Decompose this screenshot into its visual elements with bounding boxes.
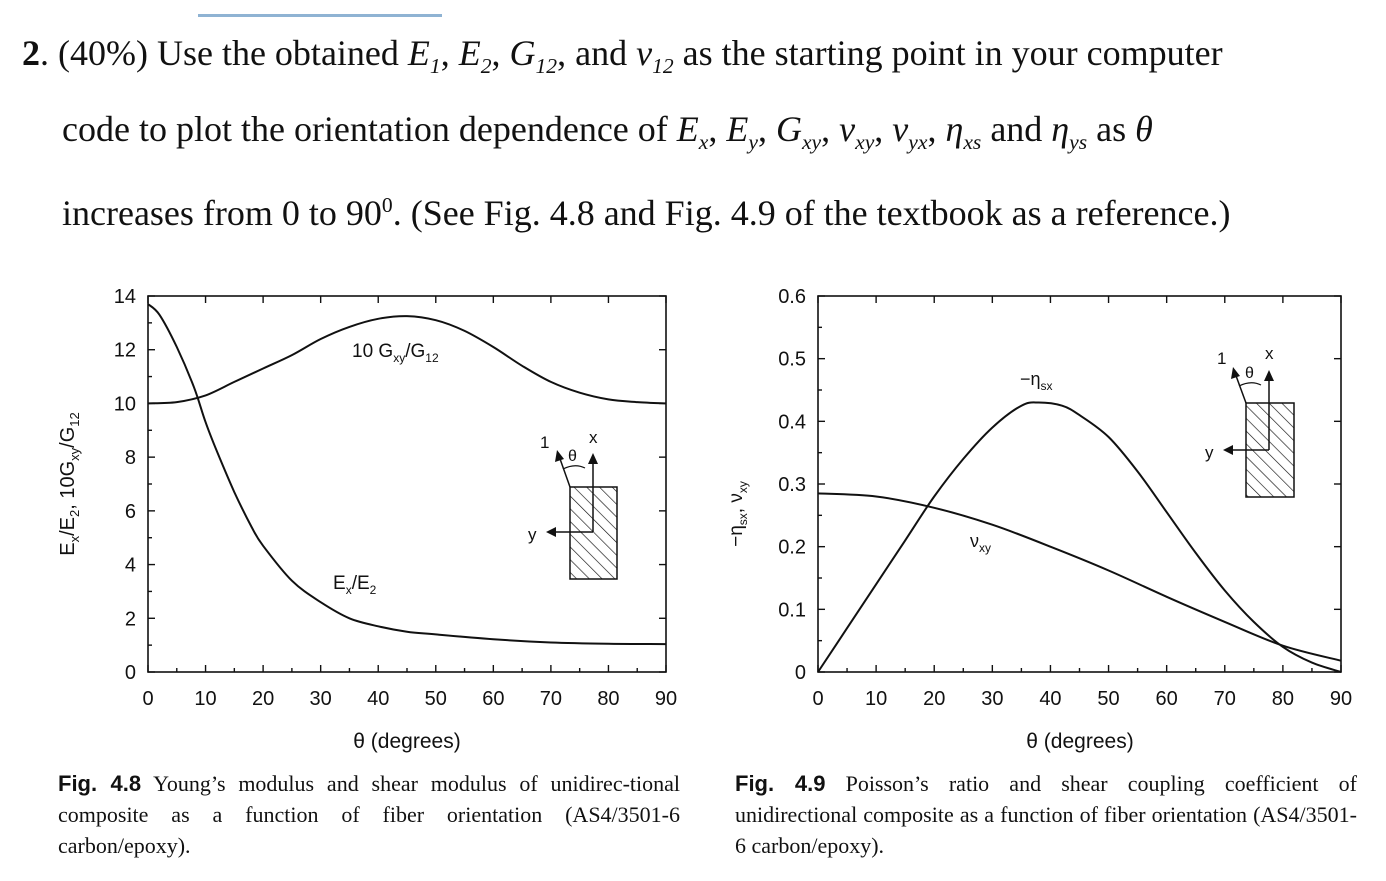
problem-line-3 bbox=[22, 174, 1372, 245]
x-tick-label: 70 bbox=[539, 688, 563, 710]
inset-x-label: x bbox=[1265, 344, 1274, 363]
caption-text: Poisson’s ratio and shear coupling coefficient of unidirectional composite as a function of fiber orientation (AS4/3501-6 carbon/epoxy). bbox=[735, 771, 1358, 858]
nu-curve-label: $\nu_{xy}$ bbox=[970, 531, 991, 555]
x-axis-label: θ (degrees) bbox=[353, 730, 461, 753]
problem-as: as bbox=[1096, 109, 1127, 150]
inset-fiber-label: 1 bbox=[1217, 349, 1227, 368]
problem-text-2: as the starting point in your computer bbox=[682, 33, 1223, 73]
fig-4-8-caption bbox=[58, 768, 680, 861]
x-tick-label: 60 bbox=[1155, 688, 1178, 710]
x-tick-label: 30 bbox=[309, 688, 332, 710]
problem-text-1: Use the obtained bbox=[156, 33, 399, 73]
y-tick-label: 12 bbox=[113, 339, 136, 362]
problem-and-2: and bbox=[990, 109, 1043, 150]
y-tick-label: 0 bbox=[794, 662, 806, 684]
eta-curve-label: $-\eta_{sx}$ bbox=[1020, 369, 1053, 393]
x-tick-label: 50 bbox=[424, 688, 447, 710]
inset-theta-label: θ bbox=[1245, 365, 1254, 382]
y-tick-label: 6 bbox=[124, 500, 136, 523]
x-tick-label: 20 bbox=[251, 688, 275, 710]
y-tick-label: 10 bbox=[113, 393, 136, 416]
fig-4-9-chart bbox=[690, 270, 1380, 760]
y-axis-label: $-\eta_{sx}$, $\nu_{xy}$ bbox=[726, 481, 750, 547]
x-tick-label: 30 bbox=[981, 688, 1004, 710]
inset-fiber-label: 1 bbox=[540, 433, 550, 452]
problem-number: 2 bbox=[22, 33, 40, 73]
x-tick-label: 80 bbox=[1271, 688, 1295, 710]
x-tick-label: 20 bbox=[923, 688, 946, 710]
problem-statement bbox=[22, 22, 1372, 245]
problem-weight: (40%) bbox=[58, 33, 148, 73]
y-tick-label: 0.2 bbox=[778, 536, 806, 559]
problem-text-5: . (See Fig. 4.8 and Fig. 4.9 of the textbook as a reference.) bbox=[392, 193, 1231, 234]
fig-4-8-chart bbox=[0, 270, 700, 760]
inset-x-label: x bbox=[589, 428, 598, 447]
x-tick-label: 0 bbox=[812, 688, 824, 710]
problem-and-1: and bbox=[575, 33, 628, 73]
y-tick-label: 0.4 bbox=[778, 411, 806, 434]
y-tick-label: 0 bbox=[124, 662, 136, 684]
x-tick-label: 90 bbox=[1329, 688, 1353, 710]
inset-y-label: y bbox=[1205, 443, 1214, 462]
x-tick-label: 80 bbox=[597, 688, 620, 710]
x-tick-label: 40 bbox=[367, 688, 390, 710]
gxy-curve-label: 10 $G_{xy}/G_{12}$ bbox=[352, 341, 439, 365]
x-tick-label: 40 bbox=[1039, 688, 1062, 710]
problem-line-2: code to plot the orientation dependence of $E_x$, $E_y$, $G_{xy}$, $\nu_{xy}$, $\nu_{yx}$, $\eta_{xs}$ and $\eta_{ys}$ as θ bbox=[62, 109, 1153, 155]
inset-theta-label: θ bbox=[568, 448, 577, 465]
x-tick-label: 90 bbox=[654, 688, 678, 710]
y-tick-label: 14 bbox=[113, 286, 136, 308]
y-tick-label: 0.5 bbox=[778, 348, 806, 371]
fig-4-9-caption bbox=[735, 768, 1357, 861]
x-tick-label: 10 bbox=[864, 688, 888, 710]
inset-y-label: y bbox=[528, 525, 537, 544]
x-tick-label: 70 bbox=[1213, 688, 1236, 710]
highlight-bar bbox=[198, 14, 442, 17]
fiber-orientation-inset bbox=[528, 428, 617, 579]
problem-line-1: 2. (40%) Use the obtained $E_1$, $E_2$, $G_{12}$, and $\nu_{12}$ as the starting point in your computer bbox=[22, 33, 1223, 79]
y-axis-label: $E_x/E_2$, $10G_{xy}/G_{12}$ bbox=[57, 412, 82, 556]
y-tick-label: 0.6 bbox=[778, 286, 806, 308]
x-tick-label: 50 bbox=[1097, 688, 1120, 710]
caption-label: Fig. 4.9 bbox=[735, 771, 826, 796]
y-tick-label: 2 bbox=[124, 608, 136, 631]
caption-text: Young’s modulus and shear modulus of unidirec-tional composite as a function of fiber orientation (AS4/3501-6 carbon/epoxy). bbox=[58, 771, 681, 858]
problem-text-3: code to plot the orientation dependence of bbox=[62, 109, 668, 150]
caption-label: Fig. 4.8 bbox=[58, 771, 142, 796]
x-tick-label: 60 bbox=[482, 688, 505, 710]
series-line-0 bbox=[818, 493, 1341, 660]
y-tick-label: 8 bbox=[124, 447, 136, 470]
degree-superscript: 0 bbox=[381, 193, 393, 218]
ex-curve-label: $E_x/E_2$ bbox=[333, 573, 377, 597]
fiber-orientation-inset bbox=[1205, 344, 1294, 497]
x-tick-label: 0 bbox=[142, 688, 154, 710]
y-tick-label: 0.3 bbox=[778, 474, 806, 496]
y-tick-label: 0.1 bbox=[778, 599, 806, 622]
x-axis-label: θ (degrees) bbox=[1026, 730, 1134, 753]
x-tick-label: 10 bbox=[194, 688, 217, 710]
problem-text-4: increases from 0 to 90 bbox=[62, 193, 382, 234]
y-tick-label: 4 bbox=[124, 554, 136, 577]
